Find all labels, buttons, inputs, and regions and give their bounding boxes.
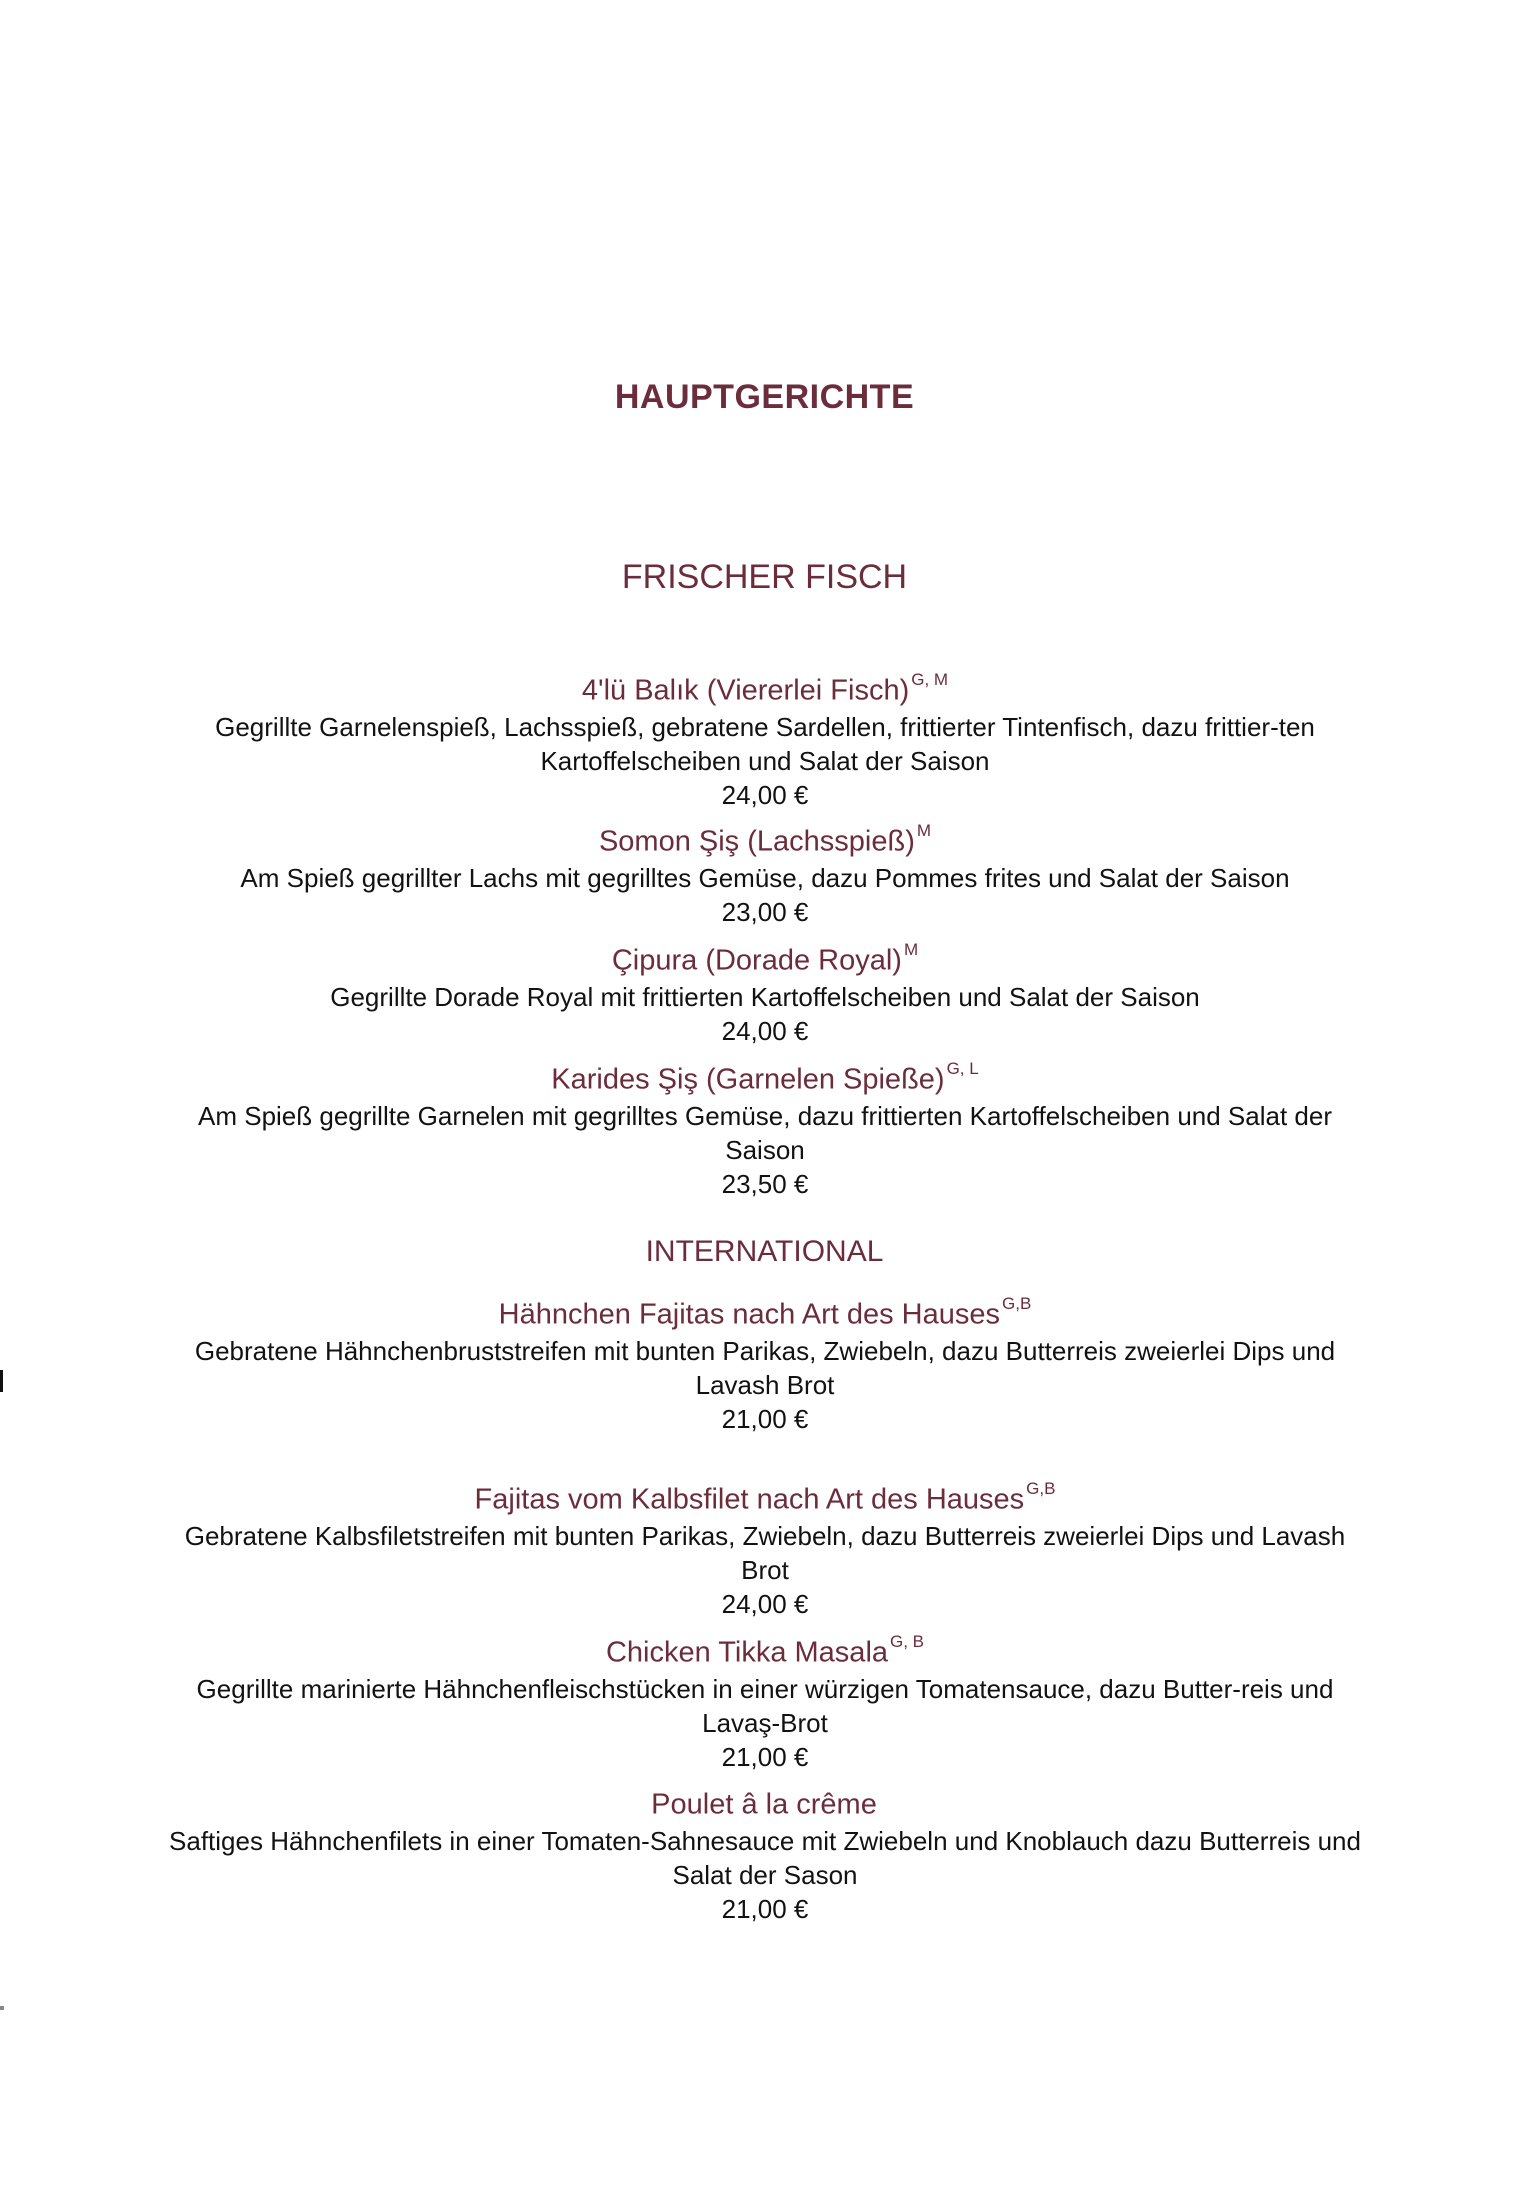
menu-item-description: Gebratene Kalbsfiletstreifen mit bunten Parikas, Zwiebeln, dazu Butterreis zweierlei Dips und Lavash Brot — [184, 1520, 1346, 1585]
menu-item-description: Gegrillte Dorade Royal mit frittierten Kartoffelscheiben und Salat der Saison — [330, 981, 1200, 1012]
menu-item-description: Gegrillte Garnelenspieß, Lachsspieß, gebratene Sardellen, frittierter Tintenfisch, dazu frittier-ten Kartoffelscheiben und Salat der Saison — [215, 711, 1315, 776]
menu-item-description: Gebratene Hähnchenbruststreifen mit bunten Parikas, Zwiebeln, dazu Butterreis zweierlei Dips und Lavash Brot — [194, 1335, 1336, 1400]
menu-item — [160, 1779, 1370, 1926]
menu-item-price: 21,00 € — [721, 1741, 809, 1772]
allergen-codes: G, B — [890, 1632, 925, 1651]
allergen-codes: M — [903, 940, 919, 959]
page-edge-dot — [0, 2006, 4, 2010]
allergen-codes: G,B — [1002, 1294, 1032, 1313]
allergen-codes: G, L — [946, 1059, 979, 1078]
section-title-frischer-fisch: FRISCHER FISCH — [621, 558, 908, 596]
menu-item-name: Chicken Tikka Masala $^{G, B}$ — [605, 1632, 925, 1669]
menu-item-name: Hähnchen Fajitas nach Art des Hauses $^{G,B}$ — [498, 1294, 1032, 1331]
menu-item — [160, 1627, 1370, 1774]
menu-item-name: Çipura (Dorade Royal) $^M$ — [611, 940, 919, 977]
menu-item-price: 24,00 € — [721, 779, 809, 810]
menu-item — [160, 935, 1370, 1048]
menu-item-description: Am Spieß gegrillter Lachs mit gegrilltes Gemüse, dazu Pommes frites und Salat der Saison — [240, 862, 1290, 893]
page-edge-mark — [0, 1370, 3, 1392]
menu-item-name: Fajitas vom Kalbsfilet nach Art des Hauses $^{G,B}$ — [474, 1479, 1056, 1516]
allergen-codes: G, M — [911, 670, 949, 689]
menu-item-description: Am Spieß gegrillte Garnelen mit gegrilltes Gemüse, dazu frittierten Kartoffelscheiben und Salat der Saison — [198, 1100, 1332, 1165]
menu-item-price: 23,00 € — [721, 896, 809, 927]
page-title: HAUPTGERICHTE — [614, 378, 915, 416]
menu-item-price: 21,00 € — [721, 1403, 809, 1434]
menu-item-description: Saftiges Hähnchenfilets in einer Tomaten-Sahnesauce mit Zwiebeln und Knoblauch dazu Butterreis und Salat der Sason — [169, 1825, 1361, 1890]
menu-item — [160, 816, 1370, 929]
menu-item-price: 23,50 € — [721, 1168, 809, 1199]
menu-item — [160, 1289, 1370, 1436]
menu-item-price: 24,00 € — [721, 1588, 809, 1619]
menu-item-name: Poulet â la crême — [651, 1788, 877, 1821]
menu-item — [160, 1474, 1370, 1621]
menu-item-description: Gegrillte marinierte Hähnchenfleischstücken in einer würzigen Tomatensauce, dazu Butter-reis und Lavaş-Brot — [196, 1673, 1334, 1738]
menu-item-price: 21,00 € — [721, 1893, 809, 1924]
allergen-codes: M — [916, 821, 932, 840]
menu-item — [160, 1054, 1370, 1201]
menu-item — [160, 665, 1370, 812]
allergen-codes: G,B — [1026, 1479, 1056, 1498]
menu-item-name: Somon Şiş (Lachsspieß) $^M$ — [598, 821, 932, 858]
menu-item-name: 4'lü Balık (Viererlei Fisch) $^{G, M}$ — [581, 670, 949, 707]
section-title-international: INTERNATIONAL — [645, 1235, 884, 1268]
menu-item-name: Karides Şiş (Garnelen Spieße) $^{G, L}$ — [551, 1059, 979, 1096]
menu-item-price: 24,00 € — [721, 1015, 809, 1046]
